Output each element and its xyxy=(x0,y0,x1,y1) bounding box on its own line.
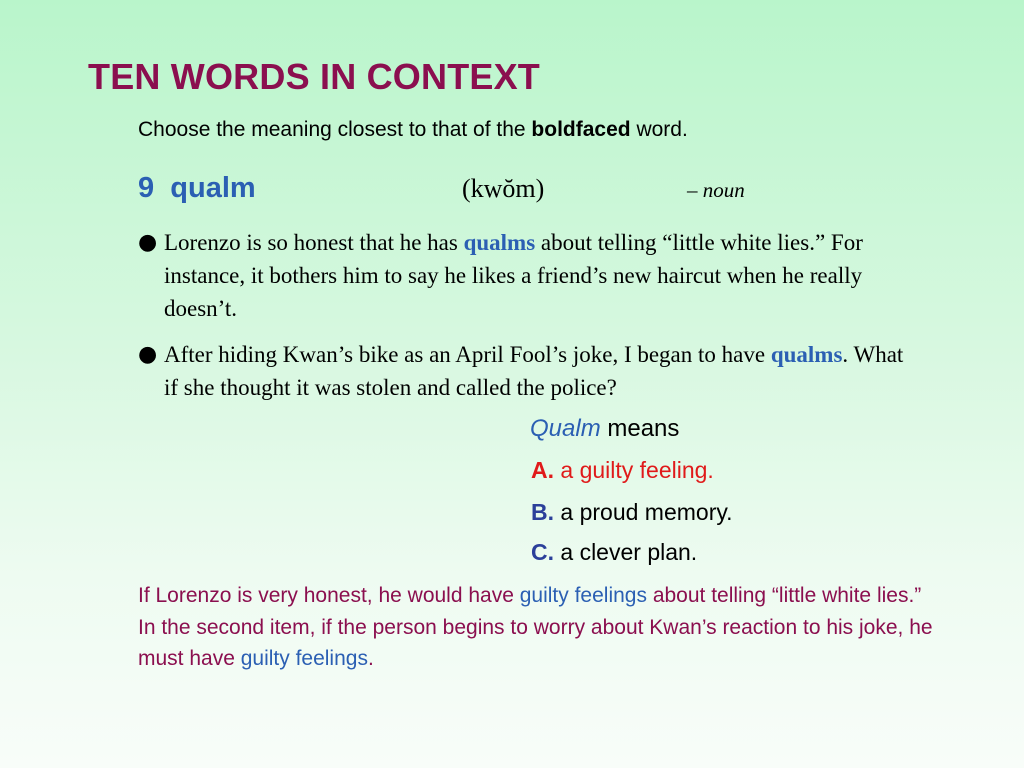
sentence-keyword: qualms xyxy=(463,230,536,255)
vocab-word: qualm xyxy=(170,172,256,204)
choice-letter: C. xyxy=(531,539,554,565)
example-sentence-2 xyxy=(138,338,908,404)
part-of-speech: – noun xyxy=(687,178,745,202)
explanation-highlight: guilty feelings xyxy=(240,647,368,670)
explanation-highlight: guilty feelings xyxy=(519,584,647,607)
instruction-suffix: word. xyxy=(630,118,688,141)
sentence-part: Lorenzo is so honest that he has xyxy=(164,230,464,255)
answer-choice-a[interactable] xyxy=(531,457,714,484)
choice-text: a proud memory. xyxy=(560,499,733,525)
choice-letter: A. xyxy=(531,457,554,483)
example-sentence-1 xyxy=(138,226,908,325)
sentence-part: After hiding Kwan’s bike as an April Fool’s joke, I began to have xyxy=(164,342,771,367)
choice-letter: B. xyxy=(531,499,554,525)
instruction-bold-word: boldfaced xyxy=(531,118,631,141)
sentence-part: about telling “little white lies.” For instance, it bothers him to say he likes a friend’s new haircut when he really doesn’t. xyxy=(164,230,863,321)
bullet-icon: ● xyxy=(138,342,158,367)
instruction-text xyxy=(138,118,688,142)
sentence-keyword: qualms xyxy=(770,342,843,367)
answer-choice-b[interactable] xyxy=(531,499,733,526)
choice-text: a clever plan. xyxy=(560,539,698,565)
explanation-part: about telling “little white lies.” In the second item, if the person begins to worry about Kwan’s reaction to his joke, he must have xyxy=(138,584,933,670)
instruction-prefix: Choose the meaning closest to that of the xyxy=(138,118,532,141)
question-prompt xyxy=(530,415,679,443)
vocab-word-heading xyxy=(138,172,256,205)
question-rest: means xyxy=(600,415,680,442)
pronunciation: (kwŏm) xyxy=(462,174,545,203)
sentence-part: . What if she thought it was stolen and called the police? xyxy=(164,342,904,400)
example-sentence-text xyxy=(164,226,908,325)
choice-text: a guilty feeling. xyxy=(560,457,714,483)
bullet-icon: ● xyxy=(138,230,158,255)
explanation-part: If Lorenzo is very honest, he would have xyxy=(138,584,520,607)
slide-title: TEN WORDS IN CONTEXT xyxy=(88,56,540,97)
explanation-text xyxy=(138,580,938,675)
example-sentence-text xyxy=(164,338,908,404)
word-number: 9 xyxy=(138,172,155,204)
explanation-part: . xyxy=(367,647,374,670)
answer-choice-c[interactable] xyxy=(531,539,697,566)
question-word: Qualm xyxy=(530,415,601,442)
